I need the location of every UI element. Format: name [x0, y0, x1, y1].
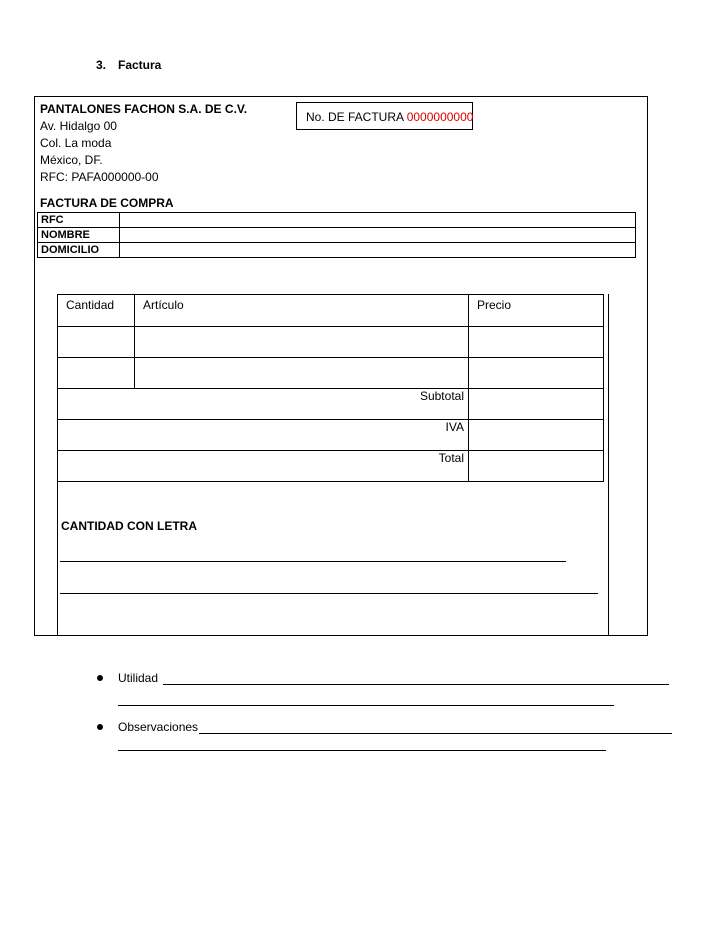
rfc-label: RFC: [38, 213, 120, 228]
table-row: [58, 358, 604, 389]
rfc-field[interactable]: [120, 213, 636, 228]
observations-line-2[interactable]: [118, 750, 606, 751]
quantity-header: Cantidad: [58, 295, 135, 327]
customer-row: [38, 213, 636, 228]
bullet-icon: [97, 724, 103, 730]
section-title: Factura: [118, 58, 162, 72]
subtotal-row: [58, 389, 604, 420]
name-field[interactable]: [120, 228, 636, 243]
amount-in-words-line-1[interactable]: [60, 561, 566, 562]
address-label: DOMICILIO: [38, 243, 120, 258]
iva-label: IVA: [58, 420, 469, 451]
name-label: NOMBRE: [38, 228, 120, 243]
utility-line-2[interactable]: [118, 705, 614, 706]
items-table: [57, 294, 604, 482]
section-heading: [96, 58, 161, 72]
customer-row: [38, 228, 636, 243]
invoice-number-value: 0000000000: [406, 110, 474, 124]
table-row: [58, 327, 604, 358]
company-rfc: RFC: PAFA000000-00: [40, 170, 159, 184]
company-city: México, DF.: [40, 153, 103, 167]
purchase-title: FACTURA DE COMPRA: [40, 196, 174, 210]
customer-table: [37, 212, 636, 258]
price-header: Precio: [469, 295, 604, 327]
customer-row: [38, 243, 636, 258]
total-label: Total: [58, 451, 469, 482]
amount-in-words-line-2[interactable]: [60, 593, 598, 594]
company-info: [40, 101, 247, 186]
invoice-number-label: No. DE FACTURA: [306, 110, 404, 124]
amount-in-words-title: CANTIDAD CON LETRA: [61, 519, 197, 533]
company-colony: Col. La moda: [40, 136, 112, 150]
company-name: PANTALONES FACHON S.A. DE C.V.: [40, 102, 248, 116]
article-cell[interactable]: [135, 358, 469, 389]
total-row: [58, 451, 604, 482]
bullet-icon: [97, 675, 103, 681]
utility-label: Utilidad: [118, 671, 159, 685]
utility-line-1[interactable]: [163, 684, 669, 685]
price-cell[interactable]: [469, 327, 604, 358]
total-value[interactable]: [469, 451, 604, 482]
section-number: 3.: [96, 58, 107, 72]
quantity-cell[interactable]: [58, 358, 135, 389]
iva-value[interactable]: [469, 420, 604, 451]
price-cell[interactable]: [469, 358, 604, 389]
iva-row: [58, 420, 604, 451]
company-address: Av. Hidalgo 00: [40, 119, 117, 133]
items-header-row: [58, 295, 604, 327]
observations-line-1[interactable]: [199, 733, 672, 734]
subtotal-value[interactable]: [469, 389, 604, 420]
invoice-number-box: [296, 102, 473, 130]
subtotal-label: Subtotal: [58, 389, 469, 420]
article-header: Artículo: [135, 295, 469, 327]
observations-label: Observaciones: [118, 720, 199, 734]
address-field[interactable]: [120, 243, 636, 258]
quantity-cell[interactable]: [58, 327, 135, 358]
article-cell[interactable]: [135, 327, 469, 358]
